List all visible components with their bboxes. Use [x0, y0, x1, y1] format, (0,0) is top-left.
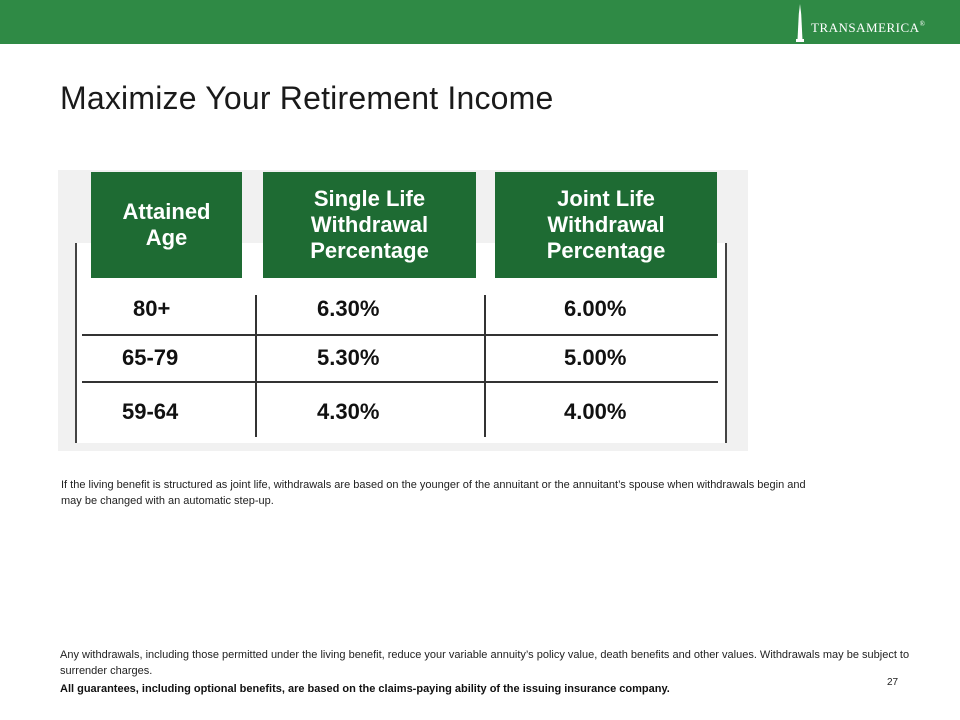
cell-joint: 4.00%: [564, 399, 627, 424]
withdrawal-table: [58, 170, 748, 451]
column-divider: [484, 295, 486, 437]
cell-age: 59-64: [122, 399, 179, 424]
brand-name: TRANSAMERICA®: [811, 20, 926, 35]
cell-age: 80+: [133, 296, 171, 321]
withdrawal-disclaimer: Any withdrawals, including those permitted under the living benefit, reduce your variable annuity’s policy value, death benefits and other values. Withdrawals may be subject to surrender charges.: [60, 649, 910, 677]
cell-age: 65-79: [122, 345, 179, 370]
column-header-single-life: Single Life Withdrawal Percentage: [263, 172, 476, 278]
column-divider: [255, 295, 257, 437]
joint-life-note: If the living benefit is structured as joint life, withdrawals are based on the younger of the annuitant or the annuitant’s spouse when withdrawals begin and may be changed with an automatic step-up.: [61, 479, 806, 507]
column-header-attained-age: Attained Age: [91, 172, 242, 278]
transamerica-logo: [793, 2, 953, 42]
page-title: Maximize Your Retirement Income: [60, 80, 554, 116]
guarantee-disclaimer: All guarantees, including optional benefits, are based on the claims-paying ability of the issuing insurance company.: [60, 683, 670, 695]
row-divider: [82, 381, 718, 383]
cell-joint: 6.00%: [564, 296, 627, 321]
column-header-joint-life: Joint Life Withdrawal Percentage: [495, 172, 717, 278]
cell-single: 4.30%: [317, 399, 380, 424]
pyramid-icon: [793, 4, 807, 42]
cell-joint: 5.00%: [564, 345, 627, 370]
page-number: 27: [887, 677, 899, 688]
cell-single: 6.30%: [317, 296, 380, 321]
cell-single: 5.30%: [317, 345, 380, 370]
row-divider: [82, 334, 718, 336]
